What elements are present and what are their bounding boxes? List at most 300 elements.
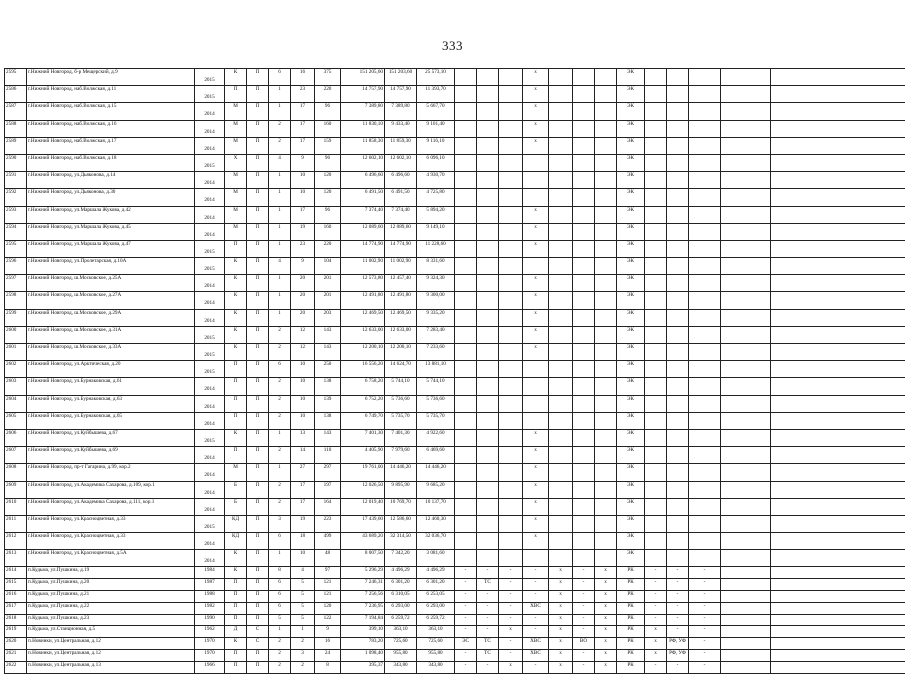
value-cell-c14: х <box>523 481 549 498</box>
value-cell-c3: Б <box>225 498 247 515</box>
year-cell <box>195 309 225 326</box>
value-cell-c5: 2 <box>269 120 291 137</box>
value-cell-c7: 138 <box>315 412 341 429</box>
year-value: 2014 <box>196 215 223 221</box>
value-cell-c10: 9 685,20 <box>417 481 455 498</box>
empty-cell <box>721 550 771 567</box>
empty-cell <box>689 412 721 429</box>
value-cell-c6: 13 <box>291 429 315 446</box>
year-cell: 1988 <box>195 591 225 603</box>
value-cell-c9: 151 203,60 <box>385 69 417 86</box>
value-cell-c7: 499 <box>315 533 341 550</box>
value-cell-c5: 1 <box>269 223 291 240</box>
value-cell-c5: 4 <box>269 154 291 171</box>
year-value: 2014 <box>196 129 223 135</box>
row-number-cell: 2600 <box>5 326 27 343</box>
year-cell <box>195 258 225 275</box>
value-cell-c6: 10 <box>291 189 315 206</box>
empty-cell <box>645 103 667 120</box>
value-cell-c7: 121 <box>315 579 341 591</box>
row-number-cell: 2618 <box>5 614 27 626</box>
empty-cell <box>645 206 667 223</box>
value-cell-c11: - <box>455 626 477 638</box>
value-cell-c17 <box>595 447 617 464</box>
value-cell-c18: ЭК <box>617 361 645 378</box>
value-cell-c3: П <box>225 614 247 626</box>
value-cell-c5: 6 <box>269 533 291 550</box>
value-cell-c20: - <box>667 579 689 591</box>
value-cell-c18: ЭК <box>617 120 645 137</box>
empty-cell <box>771 412 905 429</box>
value-cell-c9: 12 602,10 <box>385 154 417 171</box>
value-cell-c17 <box>595 498 617 515</box>
value-cell-c7: 8 <box>315 661 341 673</box>
address-cell: г.Нижний Новгород, ул.Куйбышева, д.69 <box>27 447 195 464</box>
value-cell-c5: 3 <box>269 515 291 532</box>
value-cell-c6: 5 <box>291 602 315 614</box>
cost-cell: 399,10 <box>341 626 385 638</box>
value-cell-c13 <box>499 69 523 86</box>
empty-cell <box>721 189 771 206</box>
address-cell: п.Новинки, ул.Центральная, д.12 <box>27 638 195 650</box>
value-cell-c9: 955,80 <box>385 650 417 662</box>
value-cell-c5: 2 <box>269 650 291 662</box>
cost-cell: 12 089,60 <box>341 223 385 240</box>
value-cell-c11 <box>455 395 477 412</box>
value-cell-c3: К <box>225 638 247 650</box>
value-cell-c17 <box>595 240 617 257</box>
value-cell-c15 <box>549 361 573 378</box>
row-number-cell: 2591 <box>5 172 27 189</box>
value-cell-c6: 12 <box>291 326 315 343</box>
value-cell-c16 <box>573 361 595 378</box>
value-cell-c15 <box>549 86 573 103</box>
value-cell-c3: К <box>225 429 247 446</box>
empty-cell <box>771 602 905 614</box>
empty-cell <box>645 275 667 292</box>
value-cell-c12 <box>477 429 499 446</box>
value-cell-c4: П <box>247 661 269 673</box>
address-cell: г.Нижний Новгород, ул.Академика Сахарова, д.111, кор.1 <box>27 498 195 515</box>
value-cell-c14 <box>523 154 549 171</box>
empty-cell <box>645 361 667 378</box>
row-number-cell: 2589 <box>5 137 27 154</box>
value-cell-c7: 143 <box>315 344 341 361</box>
year-value: 2014 <box>196 180 223 186</box>
value-cell-c10: 5 736,60 <box>417 395 455 412</box>
value-cell-c7: 16 <box>315 638 341 650</box>
value-cell-c13 <box>499 412 523 429</box>
value-cell-c5: 5 <box>269 614 291 626</box>
address-cell: г.Нижний Новгород, ул.Бурнаковская, д.63 <box>27 395 195 412</box>
value-cell-c4: П <box>247 154 269 171</box>
value-cell-c3: М <box>225 189 247 206</box>
empty-cell <box>645 498 667 515</box>
value-cell-c15 <box>549 464 573 481</box>
empty-cell <box>645 69 667 86</box>
value-cell-c4: П <box>247 412 269 429</box>
value-cell-c6: 19 <box>291 223 315 240</box>
value-cell-c3: П <box>225 661 247 673</box>
value-cell-c13 <box>499 550 523 567</box>
value-cell-c5: 1 <box>269 172 291 189</box>
value-cell-c15: х <box>549 579 573 591</box>
value-cell-c19: - <box>645 567 667 579</box>
value-cell-c6: 23 <box>291 240 315 257</box>
value-cell-c7: 164 <box>315 498 341 515</box>
empty-cell <box>771 103 905 120</box>
year-value: 2014 <box>196 197 223 203</box>
cost-cell: 19 761,00 <box>341 464 385 481</box>
empty-cell <box>645 378 667 395</box>
value-cell-c7: 197 <box>315 481 341 498</box>
value-cell-c11: - <box>455 602 477 614</box>
cost-cell: 7 374,40 <box>341 206 385 223</box>
value-cell-c18: ЭК <box>617 395 645 412</box>
value-cell-c17: х <box>595 579 617 591</box>
value-cell-c15 <box>549 533 573 550</box>
value-cell-c10: 343,80 <box>417 661 455 673</box>
cost-cell: 6 758,20 <box>341 378 385 395</box>
value-cell-c20: РФ, УФ <box>667 638 689 650</box>
value-cell-c20: - <box>667 614 689 626</box>
empty-cell <box>721 103 771 120</box>
value-cell-c7: 96 <box>315 154 341 171</box>
empty-cell <box>721 326 771 343</box>
value-cell-c17: х <box>595 614 617 626</box>
value-cell-c7: 104 <box>315 258 341 275</box>
value-cell-c5: 1 <box>269 464 291 481</box>
value-cell-c18: РК <box>617 602 645 614</box>
value-cell-c9: 6 293,00 <box>385 602 417 614</box>
empty-cell <box>667 292 689 309</box>
value-cell-c10: 13 881,10 <box>417 361 455 378</box>
value-cell-c11 <box>455 498 477 515</box>
value-cell-c13: - <box>499 602 523 614</box>
value-cell-c14: ХВС <box>523 650 549 662</box>
value-cell-c19: х <box>645 638 667 650</box>
empty-cell <box>721 275 771 292</box>
value-cell-c17: х <box>595 567 617 579</box>
empty-cell <box>721 650 771 662</box>
value-cell-c14: х <box>523 447 549 464</box>
value-cell-c15: х <box>549 626 573 638</box>
empty-cell <box>689 189 721 206</box>
year-cell <box>195 344 225 361</box>
value-cell-c18: ЭК <box>617 103 645 120</box>
empty-cell <box>667 120 689 137</box>
cost-cell: 395,37 <box>341 661 385 673</box>
empty-cell <box>689 498 721 515</box>
value-cell-c13: - <box>499 614 523 626</box>
year-cell <box>195 361 225 378</box>
value-cell-c12 <box>477 447 499 464</box>
empty-cell <box>645 395 667 412</box>
value-cell-c9: 343,80 <box>385 661 417 673</box>
year-cell <box>195 498 225 515</box>
empty-cell <box>689 275 721 292</box>
empty-cell <box>645 309 667 326</box>
value-cell-c9: 6 491,50 <box>385 189 417 206</box>
address-cell: г.Нижний Новгород, ул.Маршала Жукова, д.42 <box>27 206 195 223</box>
value-cell-c7: 96 <box>315 103 341 120</box>
value-cell-c6: 17 <box>291 120 315 137</box>
empty-cell <box>771 137 905 154</box>
value-cell-c12 <box>477 172 499 189</box>
cost-cell: 11 858,30 <box>341 137 385 154</box>
value-cell-c4: П <box>247 137 269 154</box>
value-cell-c6: 20 <box>291 292 315 309</box>
address-cell: п.Новинки, ул.Центральная, д.13 <box>27 661 195 673</box>
row-number-cell: 2603 <box>5 378 27 395</box>
value-cell-c6: 19 <box>291 515 315 532</box>
value-cell-c4: П <box>247 614 269 626</box>
value-cell-c16 <box>573 292 595 309</box>
value-cell-c7: 250 <box>315 361 341 378</box>
value-cell-c16 <box>573 447 595 464</box>
cost-cell: 783,20 <box>341 638 385 650</box>
empty-cell <box>689 172 721 189</box>
value-cell-c11 <box>455 412 477 429</box>
empty-cell <box>667 86 689 103</box>
row-number-cell: 2611 <box>5 515 27 532</box>
value-cell-c6: 23 <box>291 86 315 103</box>
address-cell: г.Нижний Новгород, ул.Бурнаковская, д.61 <box>27 378 195 395</box>
empty-cell <box>645 292 667 309</box>
table-row <box>5 498 905 515</box>
value-cell-c3: П <box>225 591 247 603</box>
year-cell: 1962 <box>195 626 225 638</box>
table-row <box>5 292 905 309</box>
empty-cell <box>771 515 905 532</box>
year-value: 2015 <box>196 77 223 83</box>
table-row <box>5 206 905 223</box>
value-cell-c11 <box>455 429 477 446</box>
value-cell-c10: 11 393,70 <box>417 86 455 103</box>
value-cell-c5: 2 <box>269 395 291 412</box>
value-cell-c17 <box>595 189 617 206</box>
value-cell-c6: 12 <box>291 344 315 361</box>
value-cell-c15: х <box>549 650 573 662</box>
value-cell-c14: - <box>523 579 549 591</box>
address-cell: г.Нижний Новгород, наб.Волжская, д.18 <box>27 154 195 171</box>
value-cell-c13 <box>499 103 523 120</box>
empty-cell <box>771 378 905 395</box>
value-cell-c15 <box>549 515 573 532</box>
empty-cell <box>689 550 721 567</box>
value-cell-c9: 7 389,80 <box>385 103 417 120</box>
value-cell-c9: 12 633,00 <box>385 326 417 343</box>
row-number-cell: 2620 <box>5 638 27 650</box>
year-cell <box>195 550 225 567</box>
value-cell-c12 <box>477 275 499 292</box>
empty-cell <box>721 361 771 378</box>
value-cell-c13 <box>499 429 523 446</box>
table-row <box>5 579 905 591</box>
year-cell <box>195 189 225 206</box>
empty-cell <box>689 464 721 481</box>
value-cell-c15 <box>549 412 573 429</box>
value-cell-c10: 10 137,70 <box>417 498 455 515</box>
value-cell-c12 <box>477 550 499 567</box>
empty-cell <box>721 661 771 673</box>
value-cell-c12 <box>477 240 499 257</box>
value-cell-c13 <box>499 533 523 550</box>
cost-cell: 7 401,30 <box>341 429 385 446</box>
value-cell-c13 <box>499 240 523 257</box>
value-cell-c4: С <box>247 626 269 638</box>
value-cell-c13 <box>499 223 523 240</box>
empty-cell <box>645 464 667 481</box>
value-cell-c4: П <box>247 361 269 378</box>
value-cell-c15 <box>549 240 573 257</box>
value-cell-c18: РК <box>617 638 645 650</box>
value-cell-c7: 96 <box>315 206 341 223</box>
table-row <box>5 275 905 292</box>
empty-cell <box>771 626 905 638</box>
empty-cell <box>667 69 689 86</box>
value-cell-c7: 201 <box>315 275 341 292</box>
empty-cell <box>667 258 689 275</box>
value-cell-c3: К <box>225 258 247 275</box>
value-cell-c10: 3 081,60 <box>417 550 455 567</box>
year-cell <box>195 429 225 446</box>
value-cell-c4: П <box>247 240 269 257</box>
value-cell-c7: 203 <box>315 309 341 326</box>
value-cell-c6: 2 <box>291 661 315 673</box>
value-cell-c16 <box>573 533 595 550</box>
value-cell-c17 <box>595 172 617 189</box>
address-cell: п.Новинки, ул.Центральная, д.12 <box>27 650 195 662</box>
empty-cell <box>721 638 771 650</box>
value-cell-c18: ЭК <box>617 498 645 515</box>
value-cell-c17: х <box>595 626 617 638</box>
table-row <box>5 189 905 206</box>
empty-cell <box>667 137 689 154</box>
value-cell-c12 <box>477 189 499 206</box>
value-cell-c11 <box>455 309 477 326</box>
value-cell-c9: 12 200,10 <box>385 344 417 361</box>
value-cell-c16 <box>573 309 595 326</box>
value-cell-c17 <box>595 395 617 412</box>
cost-cell: 14 774,90 <box>341 240 385 257</box>
value-cell-c15 <box>549 120 573 137</box>
value-cell-c3: К <box>225 309 247 326</box>
address-cell: г.Нижний Новгород, ул.Бурнаковская, д.65 <box>27 412 195 429</box>
year-cell <box>195 86 225 103</box>
value-cell-c6: 5 <box>291 614 315 626</box>
empty-cell <box>689 258 721 275</box>
value-cell-c4: П <box>247 292 269 309</box>
empty-cell <box>667 464 689 481</box>
empty-cell <box>771 258 905 275</box>
housing-registry-table <box>4 68 905 674</box>
value-cell-c14 <box>523 550 549 567</box>
value-cell-c16 <box>573 120 595 137</box>
value-cell-c9: 12 469,50 <box>385 309 417 326</box>
value-cell-c15 <box>549 550 573 567</box>
value-cell-c10: 9 335,20 <box>417 309 455 326</box>
cost-cell: 6 752,20 <box>341 395 385 412</box>
empty-cell <box>721 447 771 464</box>
address-cell: г.Нижний Новгород, наб.Волжская, д.15 <box>27 103 195 120</box>
value-cell-c5: 6 <box>269 591 291 603</box>
value-cell-c13 <box>499 395 523 412</box>
empty-cell <box>771 206 905 223</box>
empty-cell <box>771 614 905 626</box>
empty-cell <box>771 120 905 137</box>
empty-cell <box>721 258 771 275</box>
value-cell-c5: 1 <box>269 309 291 326</box>
value-cell-c10: 5 735,70 <box>417 412 455 429</box>
empty-cell <box>721 579 771 591</box>
value-cell-c18: РК <box>617 661 645 673</box>
value-cell-c11: - <box>455 650 477 662</box>
value-cell-c4: П <box>247 206 269 223</box>
value-cell-c5: 8 <box>269 567 291 579</box>
cost-cell: 16 556,20 <box>341 361 385 378</box>
year-cell: 1984 <box>195 567 225 579</box>
year-value: 2015 <box>196 94 223 100</box>
table-row <box>5 137 905 154</box>
value-cell-c6: 3 <box>291 650 315 662</box>
value-cell-c10: 5 667,70 <box>417 103 455 120</box>
value-cell-c6: 10 <box>291 395 315 412</box>
value-cell-c16 <box>573 481 595 498</box>
table-row <box>5 86 905 103</box>
value-cell-c21: - <box>689 567 721 579</box>
value-cell-c10: 9 101,40 <box>417 120 455 137</box>
empty-cell <box>771 292 905 309</box>
row-number-cell: 2597 <box>5 275 27 292</box>
empty-cell <box>689 86 721 103</box>
value-cell-c14: х <box>523 223 549 240</box>
address-cell: г.Нижний Новгород, ш.Московское, д.31А <box>27 326 195 343</box>
value-cell-c5: 1 <box>269 626 291 638</box>
value-cell-c5: 2 <box>269 326 291 343</box>
year-cell: 1970 <box>195 650 225 662</box>
value-cell-c12 <box>477 481 499 498</box>
empty-cell <box>645 326 667 343</box>
value-cell-c18: ЭК <box>617 137 645 154</box>
value-cell-c16 <box>573 258 595 275</box>
address-cell: г.Нижний Новгород, ул.Красноцветная, д.33 <box>27 515 195 532</box>
row-number-cell: 2607 <box>5 447 27 464</box>
table-row <box>5 378 905 395</box>
value-cell-c15 <box>549 103 573 120</box>
value-cell-c7: 138 <box>315 378 341 395</box>
empty-cell <box>667 378 689 395</box>
empty-cell <box>721 626 771 638</box>
value-cell-c13 <box>499 481 523 498</box>
value-cell-c14 <box>523 189 549 206</box>
value-cell-c14: ХВС <box>523 638 549 650</box>
value-cell-c9: 14 757,90 <box>385 86 417 103</box>
value-cell-c7: 48 <box>315 550 341 567</box>
value-cell-c9: 14 624,70 <box>385 361 417 378</box>
empty-cell <box>721 378 771 395</box>
value-cell-c3: П <box>225 602 247 614</box>
empty-cell <box>771 447 905 464</box>
address-cell: г.Нижний Новгород, ул.Дьяконова, д.14 <box>27 172 195 189</box>
year-cell: 1990 <box>195 614 225 626</box>
address-cell: г.Нижний Новгород, пр-т Гагарина, д.99, кор.2 <box>27 464 195 481</box>
value-cell-c17 <box>595 86 617 103</box>
cost-cell: 1 098,40 <box>341 650 385 662</box>
value-cell-c13: - <box>499 591 523 603</box>
value-cell-c10: 4 725,80 <box>417 189 455 206</box>
empty-cell <box>771 638 905 650</box>
